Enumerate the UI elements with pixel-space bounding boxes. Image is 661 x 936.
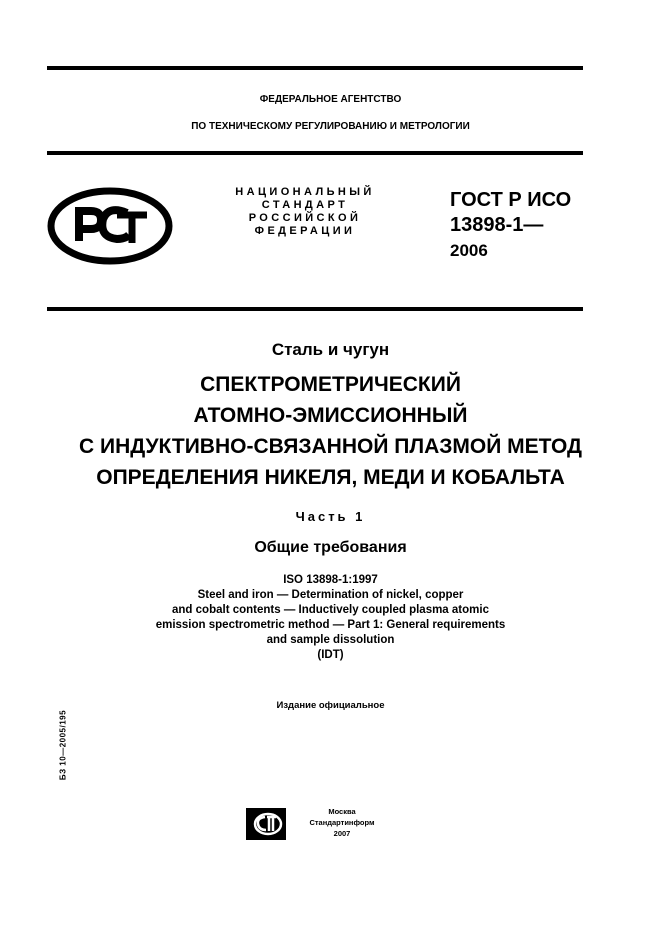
main-title-line: АТОМНО-ЭМИССИОННЫЙ (193, 404, 468, 427)
english-line: and cobalt contents — Inductively coupled plasma atomic (172, 604, 489, 616)
national-line: СТАНДАРТ (261, 199, 349, 211)
national-line: ФЕДЕРАЦИИ (254, 225, 356, 237)
publisher-year: 2007 (333, 829, 351, 838)
standartinform-logo-icon (246, 808, 286, 840)
rst-logo-icon (47, 187, 173, 265)
english-line: ISO 13898-1:1997 (283, 574, 378, 586)
english-title (0, 573, 661, 663)
third-rule (47, 307, 583, 311)
main-title-line: СПЕКТРОМЕТРИЧЕСКИЙ (200, 373, 461, 396)
publisher-name: Стандартинформ (309, 818, 375, 827)
agency-line2: ПО ТЕХНИЧЕСКОМУ РЕГУЛИРОВАНИЮ И МЕТРОЛОГИИ (191, 121, 470, 132)
designation-line2: 13898-1— (450, 214, 544, 236)
english-line: (IDT) (317, 649, 344, 661)
english-line: Steel and iron — Determination of nickel, copper (197, 589, 464, 601)
main-title-line: С ИНДУКТИВНО-СВЯЗАННОЙ ПЛАЗМОЙ МЕТОД (78, 435, 582, 458)
edition-label: Издание официальное (276, 700, 385, 711)
english-line: and sample dissolution (266, 634, 395, 646)
national-line: РОССИЙСКОЙ (248, 212, 362, 224)
top-rule (47, 66, 583, 70)
main-title-line: ОПРЕДЕЛЕНИЯ НИКЕЛЯ, МЕДИ И КОБАЛЬТА (96, 466, 565, 489)
subject-title: Сталь и чугун (271, 340, 390, 359)
main-title (0, 369, 661, 493)
part-number: Часть 1 (295, 509, 366, 524)
standard-designation (450, 188, 571, 263)
english-line: emission spectrometric method — Part 1: General requirements (155, 619, 506, 631)
national-standard-label (215, 186, 395, 238)
part-title: Общие требования (254, 539, 407, 556)
publisher-info (292, 806, 392, 839)
designation-line1: ГОСТ Р ИСО (450, 189, 572, 211)
national-line: НАЦИОНАЛЬНЫЙ (235, 186, 375, 198)
designation-year: 2006 (450, 241, 488, 260)
second-rule (47, 151, 583, 155)
publisher-city: Москва (328, 807, 356, 816)
side-code: БЗ 10—2005/195 (58, 709, 68, 781)
agency-line1: ФЕДЕРАЛЬНОЕ АГЕНТСТВО (259, 94, 402, 105)
